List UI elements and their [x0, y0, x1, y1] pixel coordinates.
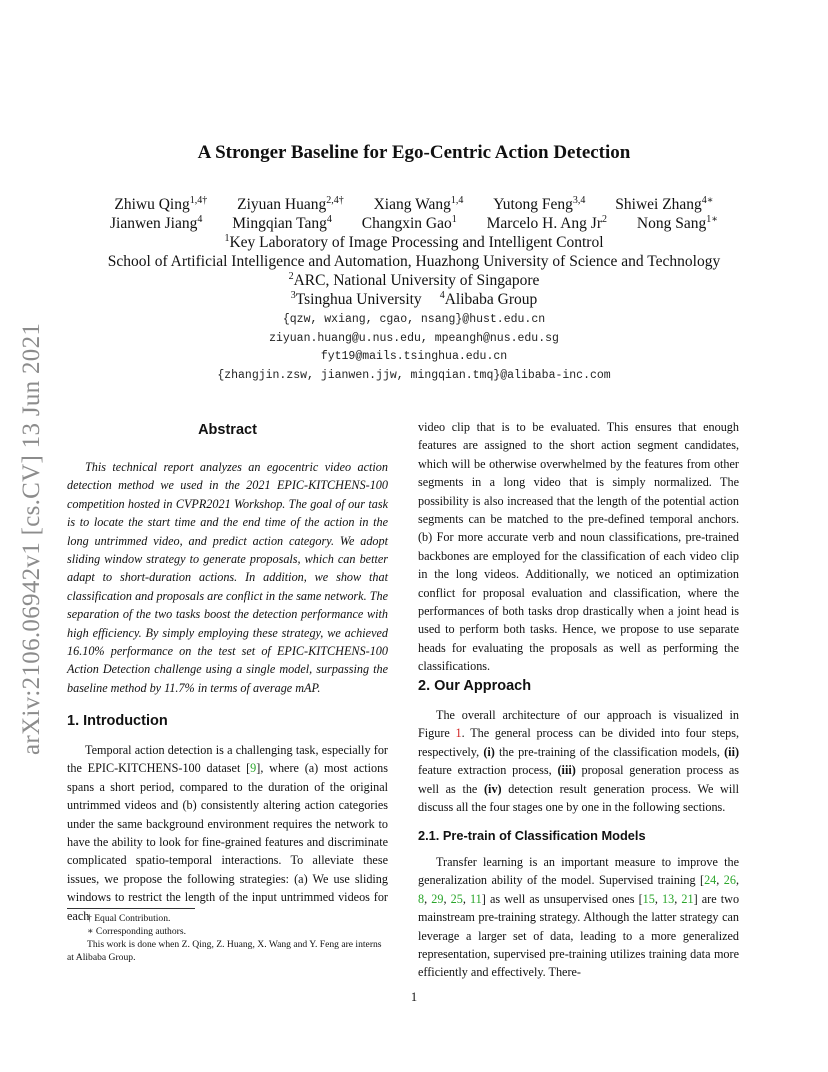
pretrain-body — [418, 853, 739, 982]
affiliation-1: $^1$Key Laboratory of Image Processing and Intelligent Control — [224, 233, 604, 251]
approach-paragraph: The overall architecture of our approach is visualized in Figure 1. The general process can be divided into four steps, respectively, (i) the pre-training of the classification models, (ii) feature extraction process, (iii) proposal generation process as well as the (iv) detection result generation process. We will discuss all the four stages one by one in the following sections. — [418, 708, 740, 815]
author-row-1 — [0, 196, 828, 214]
paper-title: A Stronger Baseline for Ego-Centric Action Detection — [197, 142, 631, 163]
citation-link[interactable]: 21 — [681, 891, 694, 906]
citation-link[interactable]: 29 — [431, 891, 444, 906]
author-row-2 — [0, 215, 828, 233]
introduction-paragraph: Temporal action detection is a challenging task, especially for the EPIC-KITCHENS-100 dataset [9], where (a) most actions spans a short period, compared to the duration of the original untrimmed videos and (b) consistently altering action categories under the same background environment requires the network to have the ability to look for fine-grained features and discriminate complicated spatio-temporal interactions. To alleviate these issues, we propose the following strategies: (a) We use sliding windows to restrict the length of the input untrimmed videos for each — [67, 743, 388, 923]
author: Yutong Feng$^{3,4}$ — [493, 195, 586, 213]
citation-link[interactable]: 15 — [642, 891, 655, 906]
footnote-equal-contribution: † Equal Contribution. — [87, 913, 171, 924]
citation-link[interactable]: 24 — [704, 873, 717, 888]
citation-link[interactable]: 9 — [250, 761, 257, 776]
email-line: {qzw, wxiang, cgao, nsang}@hust.edu.cn — [282, 313, 546, 326]
approach-body — [418, 706, 739, 816]
section-heading-approach: 2. Our Approach — [418, 678, 532, 694]
author: Shiwei Zhang$^{4∗}$ — [615, 195, 714, 213]
citation-link[interactable]: 8 — [418, 891, 425, 906]
abstract-heading: Abstract — [198, 422, 257, 438]
footnote-interns: This work is done when Z. Qing, Z. Huang, X. Wang and Y. Feng are interns at Alibaba Group. — [67, 939, 382, 963]
author: Zhiwu Qing$^{1,4\dagger}$ — [114, 195, 208, 213]
abstract-text: This technical report analyzes an egocentric video action detection method we used in the 2021 EPIC-KITCHENS-100 competition hosted in CVPR2021 Workshop. The goal of our task is to locate the start time and the end time of the action in the long untrimmed video, and predict action category. We adopt sliding window strategy to generate proposals, which can better adapt to short-duration actions. In addition, we show that classification and proposals are conflict in the same network. The separation of the two tasks boost the detection performance with high efficiency. By simply employing these strategy, we achieved 16.10% performance on the test set of EPIC-KITCHENS-100 Action Detection challenge using a single model, surpassing the baseline method by 11.7% in terms of average mAP. — [67, 460, 388, 695]
figure-reference-link[interactable]: 1 — [455, 726, 462, 741]
email-line: fyt19@mails.tsinghua.edu.cn — [320, 350, 508, 363]
section-heading-introduction: 1. Introduction — [67, 713, 168, 729]
email-line: ziyuan.huang@u.nus.edu, mpeangh@nus.edu.sg — [269, 332, 559, 345]
footnotes — [67, 912, 388, 964]
subsection-heading-pretrain: 2.1. Pre-train of Classification Models — [418, 828, 646, 843]
author: Ziyuan Huang$^{2,4\dagger}$ — [237, 195, 344, 213]
author: Xiang Wang$^{1,4}$ — [373, 195, 464, 213]
introduction-body — [67, 741, 388, 925]
author: Jianwen Jiang$^4$ — [109, 214, 203, 232]
page-number: 1 — [410, 990, 418, 1004]
author: Changxin Gao$^1$ — [361, 214, 457, 232]
affiliation-1b: School of Artificial Intelligence and Automation, Huazhong University of Science and Technology — [107, 253, 721, 270]
citation-link[interactable]: 11 — [470, 891, 482, 906]
pretrain-paragraph: Transfer learning is an important measure to improve the generalization ability of the model. Supervised training [24, 26, 8, 29, 25, 11] as well as unsupervised ones [15, 13, 21] are two mainstream pre-training strategy. Although the latter strategy can leverage a larger set of data, leading to a more generalized representation, supervised pre-training utilizes training data more efficiently and effectively. There- — [418, 855, 740, 980]
citation-link[interactable]: 26 — [723, 873, 736, 888]
citation-link[interactable]: 13 — [662, 891, 675, 906]
footnote-rule — [67, 908, 195, 909]
footnote-corresponding: ∗ Corresponding authors. — [87, 926, 186, 937]
author: Nong Sang$^{1∗}$ — [636, 214, 718, 232]
author: Mingqian Tang$^4$ — [232, 214, 332, 232]
arxiv-stamp: arXiv:2106.06942v1 [cs.CV] 13 Jun 2021 — [18, 322, 45, 755]
affiliation-3-4: $^3$Tsinghua University $^4$Alibaba Group — [290, 290, 538, 308]
abstract-body — [67, 458, 388, 697]
author: Marcelo H. Ang Jr$^2$ — [486, 214, 607, 232]
affiliation-2: $^2$ARC, National University of Singapore — [288, 271, 540, 289]
email-line: {zhangjin.zsw, jianwen.jjw, mingqian.tmq}@alibaba-inc.com — [217, 369, 611, 382]
continuation-paragraph: video clip that is to be evaluated. This ensures that enough features are assigned to the short action segment candidates, which will be otherwise overwhelmed by the features from other segments in a long video that is simply normalized. The possibility is also increased that the length of the potential action segments can be matched to the pre-defined temporal anchors. (b) For more accurate verb and noun classifications, pre-trained backbones are employed for the classification of each video clip in the long videos. Additionally, we noticed an optimization conflict for proposal evaluation and classification, where the performances of both tasks drop drastically when a joint head is used to perform both tasks. Hence, we propose to use separate heads for evaluating the proposals as well as performing the classifications. — [418, 420, 739, 674]
citation-link[interactable]: 25 — [450, 891, 463, 906]
right-column-continuation — [418, 418, 739, 676]
